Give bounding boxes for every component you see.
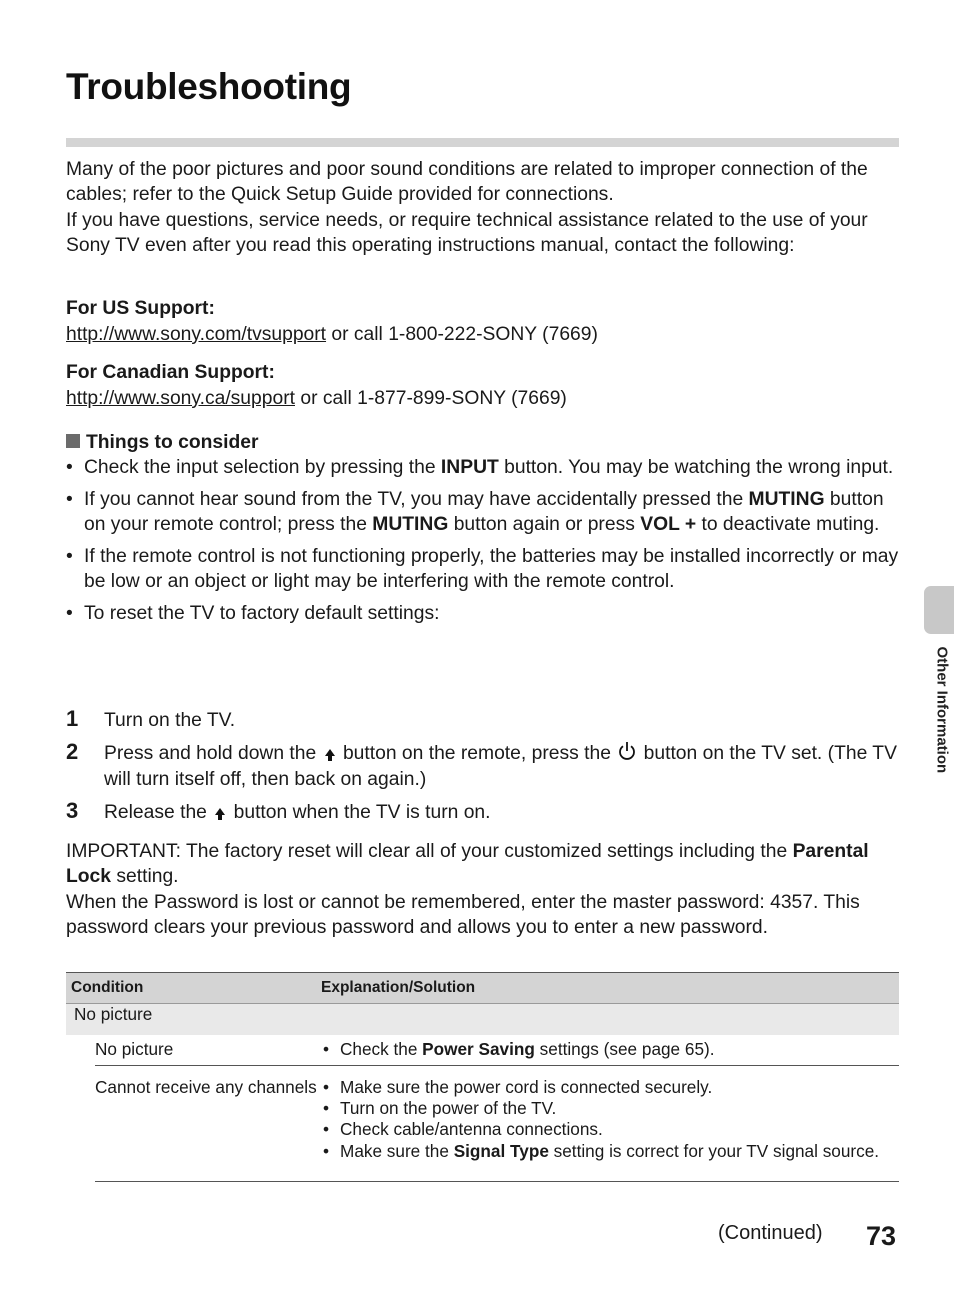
step-text: Release the — [104, 802, 213, 823]
step-3 — [66, 800, 902, 826]
bullet-text: If the remote control is not functioning properly, the batteries may be installed incorrectly or may be low or an object or light may be interfering with the remote control. — [84, 545, 899, 592]
us-support-heading: For US Support: — [66, 298, 215, 319]
bullet-icon: • — [66, 457, 73, 478]
power-saving-name: Power Saving — [422, 1039, 535, 1059]
canadian-support-phone: or call 1-877-899-SONY (7669) — [294, 388, 567, 409]
solution-text: Make sure the — [340, 1140, 454, 1161]
us-support-link[interactable]: http://www.sony.com/tvsupport — [66, 324, 327, 345]
signal-type-name: Signal Type — [453, 1140, 549, 1161]
table-row — [66, 1073, 899, 1168]
step-text: button when the TV is turn on. — [228, 802, 491, 823]
step-text: button on the remote, press the — [337, 743, 617, 764]
step-1 — [66, 708, 902, 734]
solution-cell — [321, 1073, 899, 1168]
continued-label: (Continued) — [718, 1222, 823, 1244]
solution-text: setting is correct for your TV signal source. — [548, 1140, 880, 1161]
solution-item — [321, 1039, 899, 1060]
bullet-text: to deactivate muting. — [696, 514, 880, 535]
important-note — [66, 839, 902, 940]
group-label: No picture — [66, 1004, 899, 1036]
solution-text: Check the — [340, 1039, 423, 1059]
list-item — [66, 601, 902, 627]
solution-text: Make sure the power cord is connected securely. — [340, 1077, 713, 1097]
up-arrow-icon — [325, 749, 335, 756]
canadian-support — [66, 360, 567, 412]
step-number: 2 — [66, 739, 79, 764]
bullet-text: To reset the TV to factory default settings: — [84, 602, 440, 624]
input-button-name: INPUT — [440, 457, 499, 478]
bullet-icon: • — [323, 1098, 330, 1119]
step-text: button on the TV set. (The TV will turn itself off, then back on again.) — [104, 743, 897, 790]
section-tab — [924, 586, 954, 634]
muting-button-name: MUTING — [748, 488, 825, 510]
column-header-solution: Explanation/Solution — [321, 973, 899, 1004]
page-title: Troubleshooting — [66, 66, 352, 107]
bullet-icon: • — [323, 1140, 330, 1161]
important-text: IMPORTANT: The factory reset will clear all of your customized settings including the — [66, 841, 793, 862]
step-2 — [66, 741, 902, 793]
condition-cell: No picture — [95, 1039, 174, 1059]
title-rule — [66, 138, 899, 147]
section-label-text: Other Information — [933, 646, 951, 774]
bullet-icon: • — [323, 1039, 330, 1059]
section-label — [930, 648, 950, 808]
step-text: Turn on the TV. — [104, 710, 236, 731]
things-heading-text: Things to consider — [86, 432, 259, 453]
solution-text: settings (see page 65). — [534, 1039, 715, 1059]
important-text: setting. — [111, 866, 179, 888]
step-text: Press and hold down the — [104, 743, 322, 764]
up-arrow-icon — [215, 808, 225, 815]
us-support — [66, 296, 598, 348]
power-icon — [618, 741, 636, 761]
intro-paragraph-2: If you have questions, service needs, or require technical assistance related to the use of your Sony TV even after you read this operating instructions manual, contact the following: — [66, 209, 868, 256]
step-number: 1 — [66, 706, 79, 731]
bullet-text: button on your remote control; press the — [84, 488, 884, 535]
reset-steps — [66, 708, 902, 833]
considerations-list — [66, 455, 902, 632]
muting-button-name: MUTING — [372, 514, 449, 535]
bullet-text: If you cannot hear sound from the TV, you may have accidentally pressed the — [84, 488, 749, 510]
us-support-phone: or call 1-800-222-SONY (7669) — [326, 324, 598, 345]
important-paragraph — [66, 839, 902, 890]
canadian-support-link[interactable]: http://www.sony.ca/support — [66, 388, 295, 409]
parental-lock-name: Parental Lock — [66, 841, 869, 888]
step-number: 3 — [66, 798, 79, 823]
bullet-icon: • — [66, 488, 73, 510]
canadian-support-heading: For Canadian Support: — [66, 362, 275, 383]
bullet-icon: • — [66, 602, 73, 624]
solution-text: Turn on the power of the TV. — [340, 1098, 557, 1119]
vol-button-name: VOL + — [640, 514, 697, 535]
group-row — [66, 1004, 899, 1036]
bullet-text: Check the input selection by pressing the — [84, 457, 441, 478]
condition-cell: Cannot receive any channels — [95, 1077, 317, 1097]
bullet-icon: • — [323, 1119, 330, 1140]
square-bullet-icon — [66, 434, 80, 448]
solution-text: Check cable/antenna connections. — [340, 1119, 603, 1140]
intro-section — [66, 157, 902, 258]
row-divider — [95, 1065, 899, 1066]
table-header-row — [66, 973, 899, 1004]
bullet-text: button. You may be watching the wrong input. — [498, 457, 894, 478]
bullet-icon: • — [323, 1077, 330, 1097]
solution-item — [321, 1119, 899, 1140]
bullet-icon: • — [66, 545, 73, 567]
list-item — [66, 487, 902, 538]
list-item — [66, 455, 902, 481]
intro-paragraph-1: Many of the poor pictures and poor sound conditions are related to improper connection of the cables; refer to the Quick Setup Guide provided for connections. — [66, 159, 868, 206]
list-item — [66, 544, 902, 595]
solution-item — [321, 1077, 899, 1098]
page-number: 73 — [866, 1221, 897, 1251]
column-header-condition: Condition — [66, 973, 321, 1004]
solution-cell — [321, 1035, 899, 1073]
solution-item — [321, 1141, 899, 1162]
password-paragraph: When the Password is lost or cannot be remembered, enter the master password: 4357. This password clears your previous password and allows you to enter a new password. — [66, 891, 860, 938]
troubleshooting-table — [66, 972, 899, 1168]
solution-item — [321, 1098, 899, 1119]
bullet-text: button again or press — [448, 514, 641, 535]
row-divider — [95, 1181, 899, 1182]
things-to-consider-heading — [66, 430, 258, 455]
table-row — [66, 1035, 899, 1073]
